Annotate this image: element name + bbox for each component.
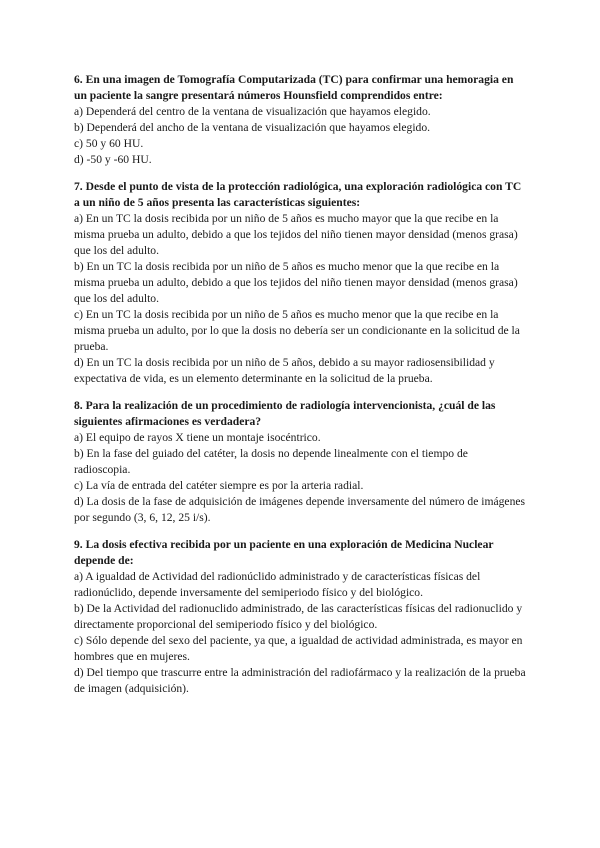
option-c: c) La vía de entrada del catéter siempre es por la arteria radial. bbox=[74, 479, 364, 492]
question-title: 6. En una imagen de Tomografía Computarizada (TC) para confirmar una hemoragia en un paciente la sangre presentará números Hounsfield comprendidos entre: bbox=[74, 73, 514, 102]
question-title: 8. Para la realización de un procedimiento de radiología intervencionista, ¿cuál de las siguientes afirmaciones es verdadera? bbox=[74, 399, 496, 428]
option-d: d) -50 y -60 HU. bbox=[74, 153, 152, 166]
option-d: d) La dosis de la fase de adquisición de imágenes depende inversamente del número de imágenes por segundo (3, 6, 12, 25 i/s). bbox=[74, 495, 526, 524]
option-b: b) En la fase del guiado del catéter, la dosis no depende linealmente con el tiempo de radioscopia. bbox=[74, 447, 468, 476]
option-d: d) Del tiempo que trascurre entre la administración del radiofármaco y la realización de la prueba de imagen (adquisición). bbox=[74, 666, 526, 695]
option-c: c) 50 y 60 HU. bbox=[74, 137, 144, 150]
option-c: c) Sólo depende del sexo del paciente, ya que, a igualdad de actividad administrada, es mayor en hombres que en mujeres. bbox=[74, 634, 523, 663]
option-a: a) En un TC la dosis recibida por un niño de 5 años es mucho mayor que la que recibe en la misma prueba un adulto, debido a que los tejidos del niño tienen mayor densidad (menos grasa) que los del adulto. bbox=[74, 212, 518, 257]
question-title: 7. Desde el punto de vista de la protección radiológica, una exploración radiológica con TC a un niño de 5 años presenta las características siguientes: bbox=[74, 180, 522, 209]
question-9 bbox=[74, 537, 526, 697]
option-a: a) A igualdad de Actividad del radionúclido administrado y de características físicas del radionúclido, depende inversamente del semiperiodo físico y del biológico. bbox=[74, 570, 481, 599]
option-c: c) En un TC la dosis recibida por un niño de 5 años es mucho menor que la que recibe en la misma prueba un adulto, por lo que la dosis no debería ser un condicionante en la solicitud de la prueba. bbox=[74, 308, 520, 353]
option-a: a) Dependerá del centro de la ventana de visualización que hayamos elegido. bbox=[74, 105, 431, 118]
option-d: d) En un TC la dosis recibida por un niño de 5 años, debido a su mayor radiosensibilidad y expectativa de vida, es un elemento determinante en la solicitud de la prueba. bbox=[74, 356, 495, 385]
option-b: b) En un TC la dosis recibida por un niño de 5 años es mucho menor que la que recibe en la misma prueba un adulto, debido a que los tejidos del niño tienen mayor densidad (menos grasa) que los del adulto. bbox=[74, 260, 518, 305]
question-7 bbox=[74, 179, 526, 387]
question-title: 9. La dosis efectiva recibida por un paciente en una exploración de Medicina Nuclear depende de: bbox=[74, 538, 494, 567]
option-b: b) Dependerá del ancho de la ventana de visualización que hayamos elegido. bbox=[74, 121, 431, 134]
option-a: a) El equipo de rayos X tiene un montaje isocéntrico. bbox=[74, 431, 321, 444]
document-page bbox=[74, 72, 526, 708]
question-6 bbox=[74, 72, 526, 168]
question-8 bbox=[74, 398, 526, 526]
option-b: b) De la Actividad del radionuclido administrado, de las características físicas del radionuclido y directamente proporcional del semiperiodo físico y del biológico. bbox=[74, 602, 523, 631]
